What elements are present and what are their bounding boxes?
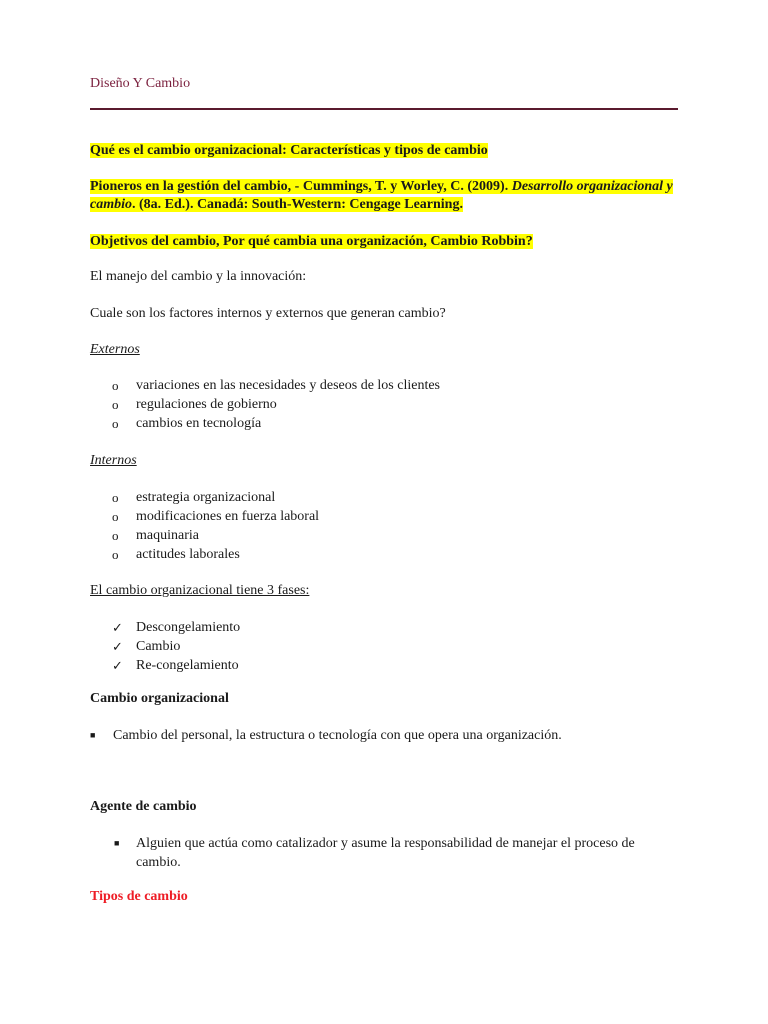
list-item-text: estrategia organizacional (136, 490, 276, 505)
circle-bullet-icon: o (112, 397, 119, 412)
externos-list (90, 376, 680, 433)
factores-paragraph: Cuale son los factores internos y externos que generan cambio? (90, 306, 446, 321)
list-item-text: variaciones en las necesidades y deseos de los clientes (136, 378, 441, 393)
list-item (90, 414, 680, 433)
highlighted-heading: Qué es el cambio organizacional: Características y tipos de cambio (90, 143, 488, 158)
list-item-text: Re-congelamiento (136, 658, 239, 673)
fases-label (90, 582, 680, 600)
tipos-heading: Tipos de cambio (90, 889, 188, 904)
objetivos-text: Objetivos del cambio, Por qué cambia una organización, Cambio Robbin? (90, 234, 533, 249)
list-item-text: Cambio (136, 639, 181, 654)
checkmark-icon: ✓ (112, 620, 123, 635)
list-item-text: maquinaria (136, 528, 199, 543)
header-title: Diseño Y Cambio (90, 76, 191, 91)
manejo-paragraph: El manejo del cambio y la innovación: (90, 269, 307, 284)
list-item (90, 656, 680, 675)
list-item (90, 618, 680, 637)
list-item-text: cambios en tecnología (136, 416, 262, 431)
externos-label-text: Externos (90, 342, 140, 357)
list-item (90, 726, 680, 745)
list-item (90, 637, 680, 656)
list-item (90, 526, 680, 545)
list-item-text: Alguien que actúa como catalizador y asume la responsabilidad de manejar el proceso de cambio. (136, 836, 635, 870)
pioneros-text-a: Pioneros en la gestión del cambio, - Cummings, T. y Worley, C. (2009). (90, 179, 512, 194)
internos-label (90, 452, 680, 470)
circle-bullet-icon: o (112, 416, 119, 431)
heading-que-es (90, 142, 680, 160)
fases-list-wrap (90, 618, 680, 675)
circle-bullet-icon: o (112, 490, 119, 505)
fases-label-text: El cambio organizacional tiene 3 fases: (90, 583, 310, 598)
list-item-text: modificaciones en fuerza laboral (136, 509, 320, 524)
agente-heading: Agente de cambio (90, 799, 197, 814)
list-item (90, 376, 680, 395)
list-item-text: Descongelamiento (136, 620, 241, 635)
fases-list (90, 618, 680, 675)
square-bullet-icon: ■ (90, 730, 96, 740)
internos-label-text: Internos (90, 453, 137, 468)
circle-bullet-icon: o (112, 509, 119, 524)
list-item-text: regulaciones de gobierno (136, 397, 277, 412)
internos-list-wrap (90, 488, 680, 564)
cambio-org-heading: Cambio organizacional (90, 691, 229, 706)
checkmark-icon: ✓ (112, 658, 123, 673)
list-item-text: actitudes laborales (136, 547, 240, 562)
checkmark-icon: ✓ (112, 639, 123, 654)
agente-list-wrap (90, 834, 680, 872)
circle-bullet-icon: o (112, 547, 119, 562)
internos-list (90, 488, 680, 564)
heading-pioneros (90, 178, 680, 214)
circle-bullet-icon: o (112, 528, 119, 543)
header-rule (90, 108, 678, 110)
cambio-org-list-wrap (90, 726, 680, 745)
list-item (90, 395, 680, 414)
pioneros-book-title: Desarrollo organizacional y cambio (90, 179, 673, 212)
cambio-org-list (90, 726, 680, 745)
pioneros-text-b: . (8a. Ed.). Canadá: South-Western: Cengage Learning. (132, 197, 463, 212)
list-item (90, 834, 680, 872)
agente-list (90, 834, 680, 872)
list-item (90, 488, 680, 507)
square-bullet-icon: ■ (114, 838, 120, 848)
externos-list-wrap (90, 376, 680, 433)
list-item-text: Cambio del personal, la estructura o tecnología con que opera una organización. (113, 728, 562, 743)
list-item (90, 545, 680, 564)
list-item (90, 507, 680, 526)
circle-bullet-icon: o (112, 378, 119, 393)
externos-label (90, 341, 680, 359)
heading-objetivos (90, 233, 680, 251)
